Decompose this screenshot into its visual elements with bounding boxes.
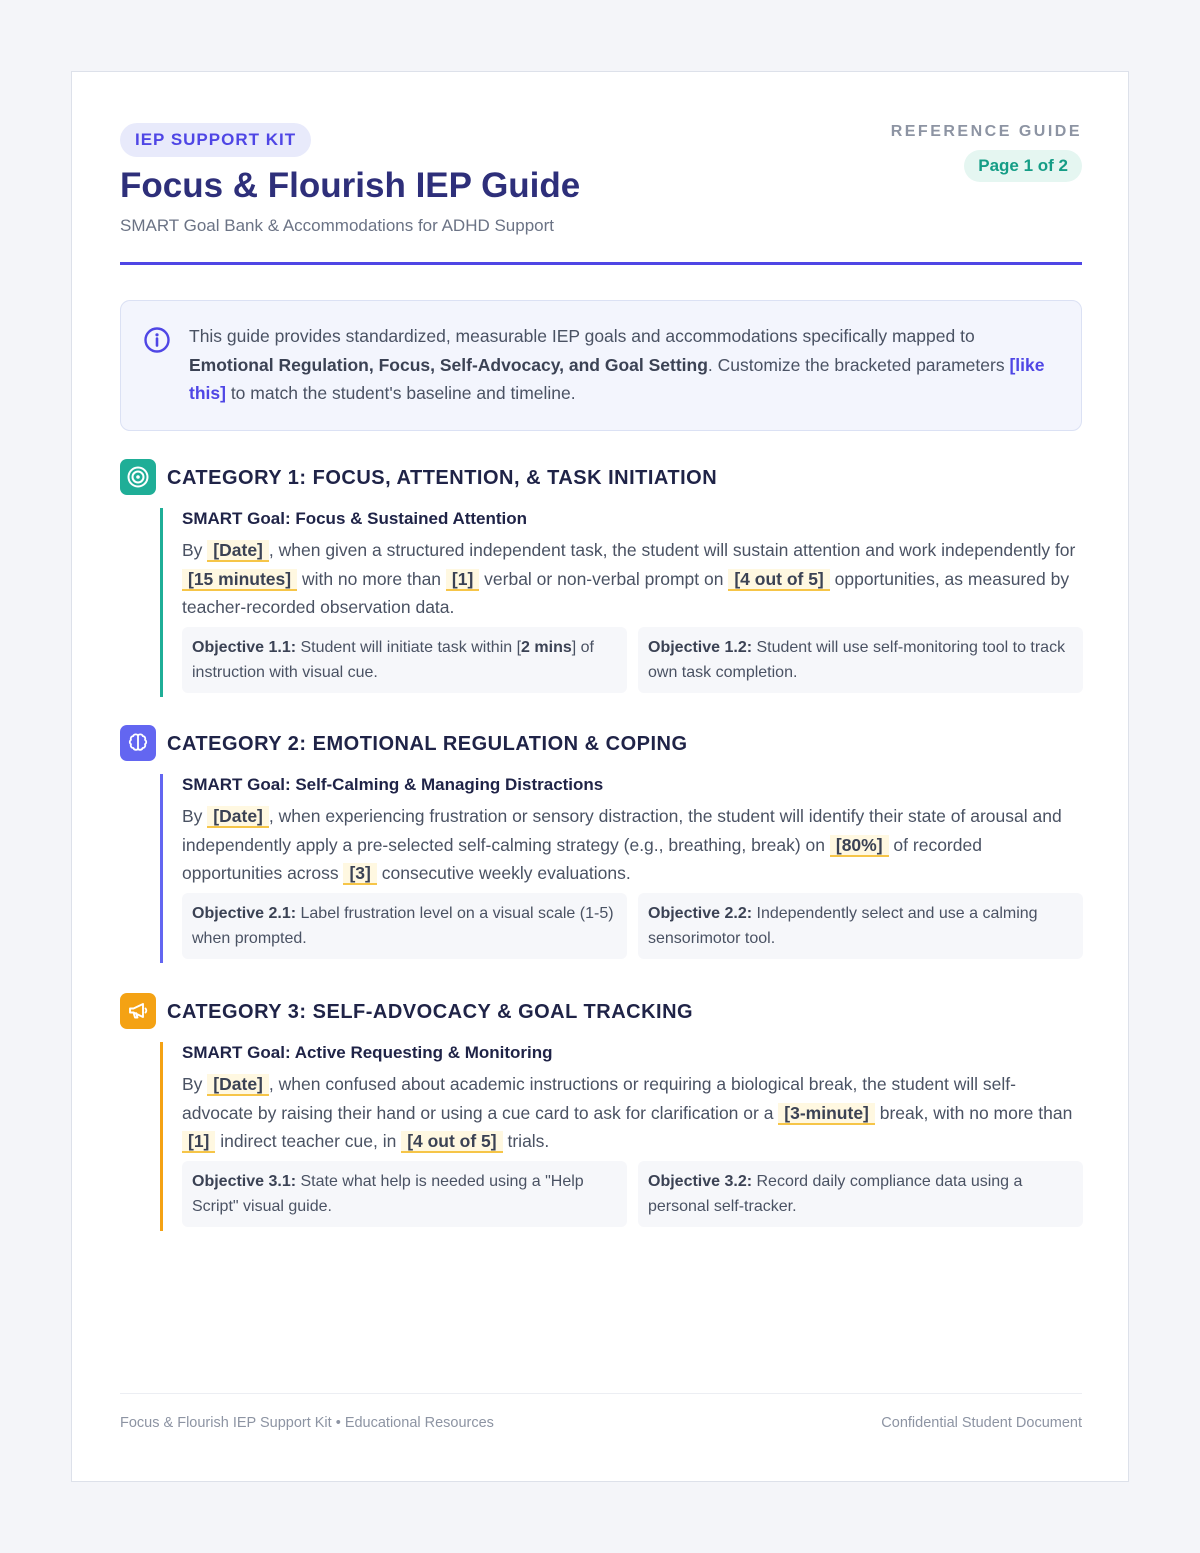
goal-text-part: with no more than [297,568,446,589]
objective-card [182,1161,627,1227]
page-number-badge: Page 1 of 2 [964,150,1082,182]
info-text-part: . Customize the bracketed parameters [707,354,1010,375]
category-title: CATEGORY 2: EMOTIONAL REGULATION & COPING [167,733,688,755]
category-title: CATEGORY 1: FOCUS, ATTENTION, & TASK INITIATION [167,467,718,489]
goal-param: [3] [343,863,376,885]
objective-label: Objective 2.2: [648,905,753,922]
objective-text: Student will use self-monitoring tool to track own task completion. [648,639,1066,681]
document-page [71,71,1129,1482]
goal-title: SMART Goal: Focus & Sustained Attention [182,509,528,528]
info-callout [120,300,1082,431]
objective-text: ] of instruction with visual cue. [192,639,594,681]
goal-text-part: opportunities, as measured by teacher-recorded observation data. [182,568,1070,617]
target-icon [120,459,156,495]
info-circle-icon [143,326,171,354]
megaphone-icon [120,993,156,1029]
goal-param: [Date] [207,540,269,562]
goal-param: [1] [182,1131,215,1153]
goal-text [182,536,1085,622]
goal-text-part: consecutive weekly evaluations. [376,863,631,883]
page-subtitle: SMART Goal Bank & Accommodations for ADHD Support [120,216,555,235]
goal-card-3 [160,1042,1082,1231]
kit-badge: IEP SUPPORT KIT [120,123,311,157]
objective-label: Objective 2.1: [192,905,297,922]
goal-text [182,802,1085,888]
objective-text: Record daily compliance data using a personal self-tracker. [648,1173,1023,1215]
brain-icon [120,725,156,761]
objective-card [638,893,1083,959]
goal-text-part: By [182,1074,208,1094]
goal-text-part: By [182,806,208,826]
goal-text-part: break, with no more than [874,1102,1073,1123]
goal-text-part: trials. [502,1131,550,1151]
goal-text-part: of recorded opportunities across [182,834,982,883]
info-text-part: to match the student's baseline and timeline. [225,383,576,403]
goal-text-part: , when experiencing frustration or sensory distraction, the student will identify their state of arousal and independently apply a pre-selected self-calming strategy (e.g., breathing, break) on [182,806,1062,855]
objective-text: Label frustration level on a visual scale (1-5) when prompted. [192,905,614,947]
footer-right-text: Confidential Student Document [881,1415,1082,1431]
goal-param: [1] [446,569,479,591]
footer-left-text: Focus & Flourish IEP Support Kit • Educational Resources [120,1415,494,1431]
objective-text: Independently select and use a calming sensorimotor tool. [648,905,1038,947]
goal-param: [4 out of 5] [728,569,829,591]
objective-label: Objective 3.2: [648,1173,753,1190]
goal-text-part: , when confused about academic instructions or requiring a biological break, the student will self-advocate by raising their hand or using a cue card to ask for clarification or a [182,1074,1016,1123]
goal-param: [15 minutes] [182,569,297,591]
goal-card-2 [160,774,1082,963]
goal-param: [80%] [830,835,889,857]
objective-card [182,627,627,693]
page-footer [120,1393,1082,1435]
goal-title: SMART Goal: Active Requesting & Monitoring [182,1043,553,1062]
reference-guide-label: REFERENCE GUIDE [890,123,1082,140]
goal-text-part: verbal or non-verbal prompt on [479,568,729,589]
objective-card [638,1161,1083,1227]
page-title: Focus & Flourish IEP Guide [120,166,581,205]
info-text-part: This guide provides standardized, measurable IEP goals and accommodations specifically mapped to [189,326,975,346]
objective-label: Objective 1.1: [192,639,297,656]
goal-param: [Date] [207,1074,269,1096]
goal-card-1 [160,508,1082,697]
objective-card [638,627,1083,693]
goal-text-part: By [182,540,208,560]
goal-text [182,1070,1085,1156]
goal-text-part: indirect teacher cue, in [215,1131,402,1151]
info-param-example: [like this] [189,354,1045,403]
objective-param: 2 mins [521,639,572,656]
objective-text: Student will initiate task within [ [296,639,522,656]
objective-card [182,893,627,959]
goal-title: SMART Goal: Self-Calming & Managing Distractions [182,775,604,794]
objective-label: Objective 1.2: [648,639,753,656]
goal-param: [4 out of 5] [401,1131,502,1153]
goal-param: [Date] [207,806,269,828]
info-bold-domains: Emotional Regulation, Focus, Self-Advocacy, and Goal Setting [189,354,708,375]
objective-text: State what help is needed using a "Help Script" visual guide. [192,1173,584,1215]
page-header [120,122,1082,265]
page-content [120,122,1082,1431]
category-1-header [120,459,1082,495]
category-title: CATEGORY 3: SELF-ADVOCACY & GOAL TRACKING [167,1001,694,1023]
info-text [189,322,1059,408]
category-3-header [120,993,1082,1029]
category-2-header [120,725,1082,761]
goal-param: [3-minute] [778,1103,875,1125]
goal-text-part: , when given a structured independent task, the student will sustain attention and work independently for [268,540,1076,560]
objective-label: Objective 3.1: [192,1173,297,1190]
